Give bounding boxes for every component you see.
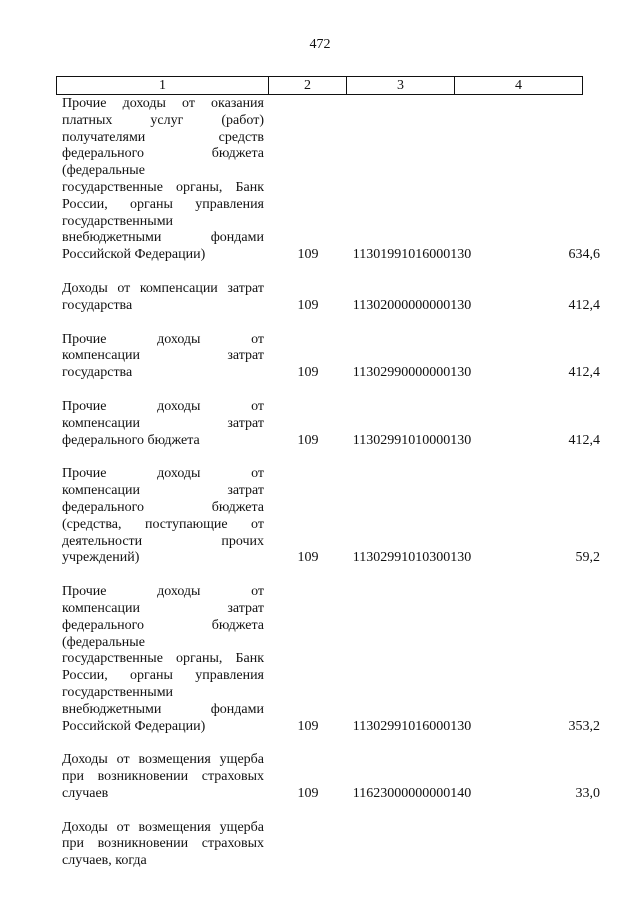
row-classification-code: 11302991010000130 [352,432,472,448]
row-name-line: платных услуг (работ) [62,112,264,128]
row-name-line: федерального бюджета [62,146,264,162]
row-name-line: федерального бюджета [62,499,264,515]
row-name-line: государственные органы, Банк [62,179,264,195]
row-name [62,96,264,264]
row-name-line: (федеральные [62,634,145,650]
table-row [62,584,602,735]
row-name [62,752,264,802]
row-name-line: государства [62,365,133,381]
row-classification-code: 11623000000000140 [352,785,472,801]
row-name-line: компенсации затрат [62,415,264,431]
row-name-line: внебюджетными фондами [62,230,264,246]
row-name-line: Доходы от компенсации затрат [62,280,264,296]
table-header [56,76,583,95]
row-classification-code: 11302000000000130 [352,297,472,313]
row-admin-code: 109 [297,365,319,381]
row-admin-code: 109 [297,785,319,801]
row-name-line: федерального бюджета [62,432,200,448]
page-number: 472 [309,37,331,52]
row-name [62,466,264,567]
row-name-line: государственными [62,684,174,700]
row-name [62,399,264,449]
row-name-line: компенсации затрат [62,600,264,616]
row-amount: 634,6 [568,247,600,263]
row-classification-code: 11302991010300130 [352,550,472,566]
row-name [62,820,264,870]
row-name-line: Российской Федерации) [62,247,206,263]
row-admin-code: 109 [297,247,319,263]
row-name-line: учреждений) [62,550,140,566]
row-name-line: государства [62,297,133,313]
row-name-line: России, органы управления [62,668,264,684]
header-col-2: 2 [269,77,347,94]
row-classification-code: 11302991016000130 [352,718,472,734]
row-admin-code: 109 [297,718,319,734]
row-name-line: Прочие доходы от [62,584,264,600]
table-row [62,332,602,382]
header-col-1: 1 [57,77,269,94]
table-body [62,96,602,870]
row-name [62,281,264,315]
row-name-line: при возникновении страховых [62,769,264,785]
row-amount: 412,4 [568,432,600,448]
table-row [62,281,602,315]
row-name [62,584,264,735]
row-name-line: деятельности прочих [62,533,264,549]
row-name [62,332,264,382]
row-name-line: России, органы управления [62,196,264,212]
table-row [62,752,602,802]
row-classification-code: 11302990000000130 [352,365,472,381]
table-row [62,399,602,449]
row-name-line: (средства, поступающие от [62,516,264,532]
row-name-line: федерального бюджета [62,617,264,633]
row-amount: 33,0 [575,785,600,801]
row-name-line: Прочие доходы от [62,398,264,414]
row-name-line: Прочие доходы от [62,331,264,347]
row-admin-code: 109 [297,297,319,313]
row-name-line: компенсации затрат [62,483,264,499]
table-row [62,820,602,870]
table-row [62,96,602,264]
row-name-line: Доходы от возмещения ущерба [62,819,264,835]
header-col-3: 3 [347,77,455,94]
row-amount: 59,2 [575,550,600,566]
row-admin-code: 109 [297,432,319,448]
header-col-4: 4 [515,78,522,93]
row-name-line: получателями средств [62,129,264,145]
row-name-line: государственными [62,213,174,229]
row-name-line: при возникновении страховых [62,836,264,852]
table-row [62,466,602,567]
row-name-line: случаев [62,785,109,801]
row-name-line: компенсации затрат [62,348,264,364]
row-admin-code: 109 [297,550,319,566]
row-name-line: внебюджетными фондами [62,701,264,717]
row-amount: 353,2 [568,718,600,734]
row-name-line: Прочие доходы от [62,466,264,482]
row-name-line: Прочие доходы от оказания [62,96,264,111]
row-name-line: случаев, когда [62,853,147,869]
row-classification-code: 11301991016000130 [352,247,472,263]
row-amount: 412,4 [568,365,600,381]
row-name-line: государственные органы, Банк [62,651,264,667]
row-name-line: Российской Федерации) [62,718,206,734]
row-name-line: Доходы от возмещения ущерба [62,752,264,768]
row-amount: 412,4 [568,297,600,313]
row-name-line: (федеральные [62,163,145,179]
